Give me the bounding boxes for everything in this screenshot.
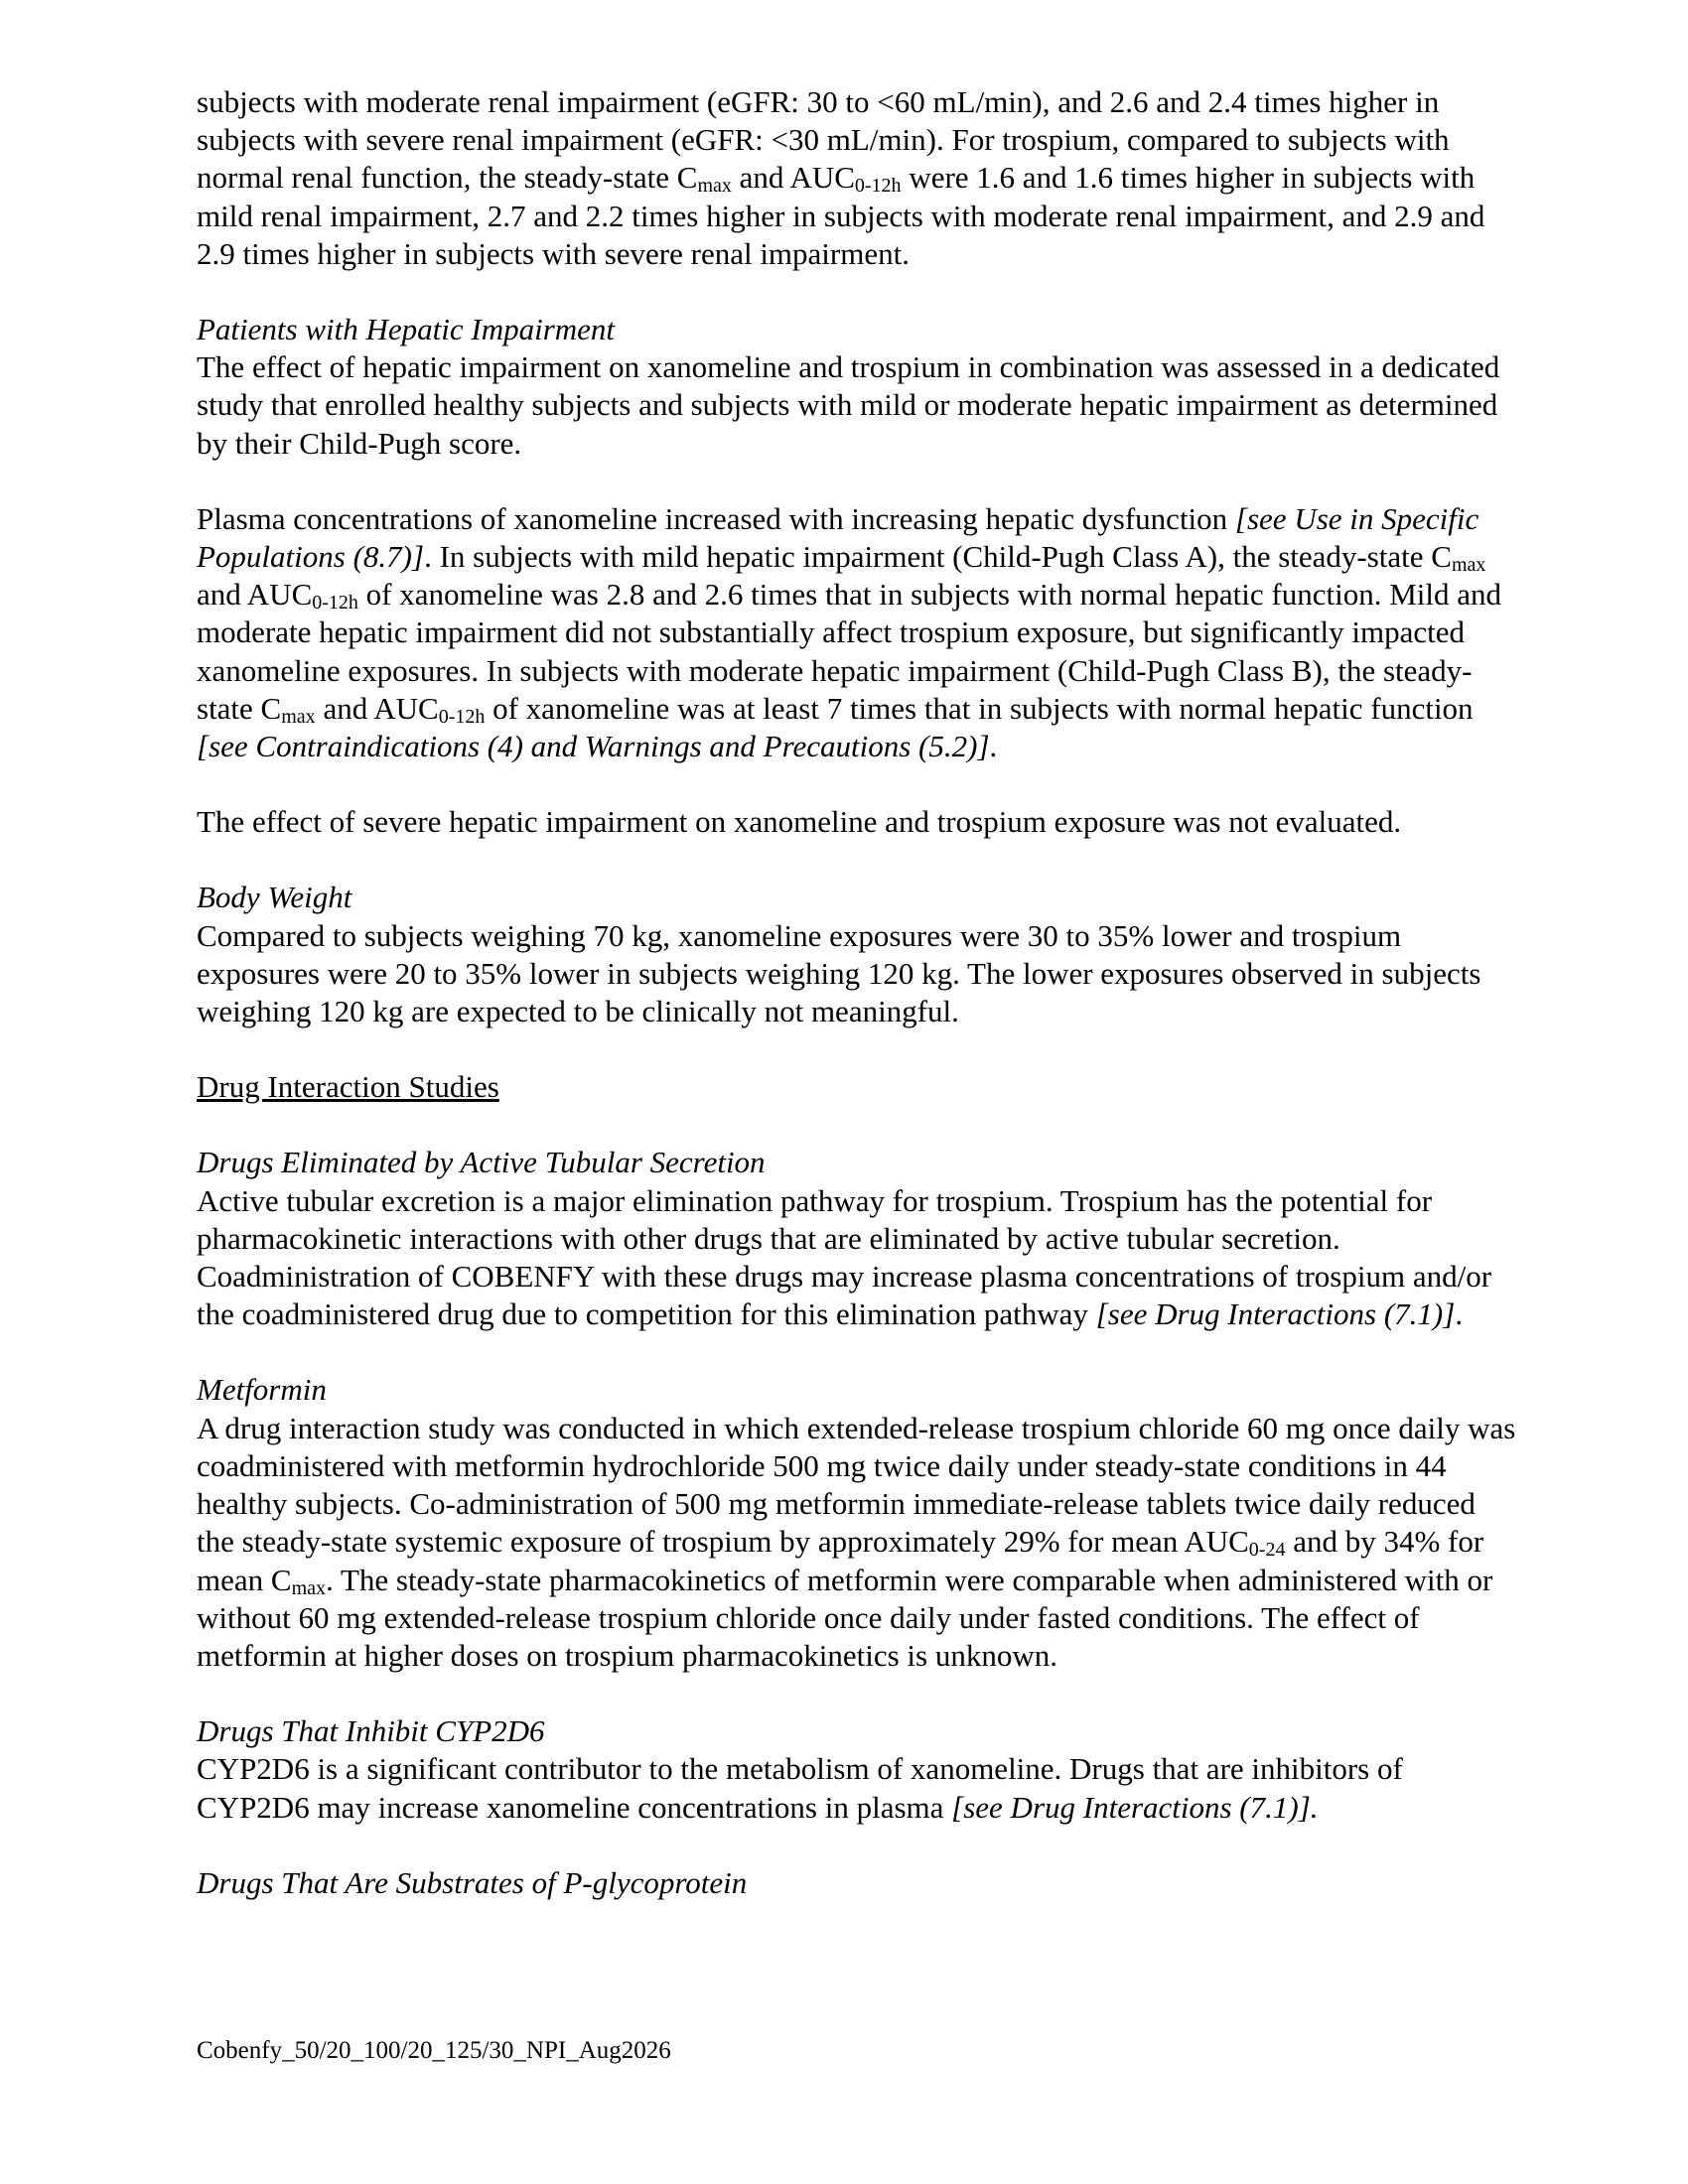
cyp2d6-heading: Drugs That Inhibit CYP2D6 xyxy=(197,1713,545,1749)
metformin-paragraph xyxy=(197,1410,1517,1675)
tubular-secretion-heading: Drugs Eliminated by Active Tubular Secretion xyxy=(197,1145,766,1180)
cross-reference: [see Drug Interactions (7.1)]. xyxy=(951,1789,1319,1825)
subscript: max xyxy=(281,705,316,728)
text-run: and AUC xyxy=(731,160,855,196)
tubular-secretion-paragraph xyxy=(197,1182,1517,1334)
cross-reference: [see Contraindications (4) and Warnings and Precautions (5.2)] xyxy=(197,729,990,764)
subscript: 0-24 xyxy=(1248,1539,1286,1562)
hepatic-paragraph-2 xyxy=(197,500,1517,765)
text-run: subjects with moderate renal impairment (eGFR: 30 to <60 mL/min), and 2.6 and 2.4 times higher in subjects with severe renal impairment (eGFR: <30 mL/min). For trospium, compared to subjects with normal renal function, the steady-state C xyxy=(197,84,1450,196)
drug-interaction-studies-heading: Drug Interaction Studies xyxy=(197,1069,499,1105)
subscript: 0-12h xyxy=(438,705,486,728)
hepatic-paragraph-3: The effect of severe hepatic impairment on xanomeline and trospium exposure was not evaluated. xyxy=(197,804,1402,840)
text-run: and AUC xyxy=(197,577,313,613)
pgp-substrates-heading: Drugs That Are Substrates of P-glycoprotein xyxy=(197,1864,748,1900)
body-weight-heading: Body Weight xyxy=(197,880,352,915)
subscript: max xyxy=(1451,554,1486,577)
text-run: were 1.6 and 1.6 times higher in subjects with mild renal impairment, 2.7 and 2.2 times higher in subjects with moderate renal impairment, and 2.9 and 2.9 times higher in subjects with severe renal impairment. xyxy=(197,160,1485,271)
subscript: max xyxy=(291,1576,326,1599)
text-run: . The steady-state pharmacokinetics of metformin were comparable when administered with or without 60 mg extended-release trospium chloride once daily under fasted conditions. The effect of metformin at higher doses on trospium pharmacokinetics is unknown. xyxy=(197,1562,1493,1673)
text-run: . xyxy=(989,729,998,764)
subscript: max xyxy=(697,175,732,198)
cross-reference: [see Use in Specific Populations (8.7)] xyxy=(197,500,1479,575)
text-run: A drug interaction study was conducted in which extended-release trospium chloride 60 mg once daily was coadministered with metformin hydrochloride 500 mg twice daily under steady-state conditions in 44 healthy subjects. Co-administration of 500 mg metformin immediate-release tablets twice daily reduced the steady-state systemic exposure of trospium by approximately 29% for mean AUC xyxy=(197,1410,1516,1560)
text-run: . In subjects with mild hepatic impairment (Child-Pugh Class A), the steady-state C xyxy=(424,539,1452,575)
text-run: CYP2D6 is a significant contributor to the metabolism of xanomeline. Drugs that are inhibitors of CYP2D6 may increase xanomeline concentrations in plasma xyxy=(197,1751,1403,1825)
document-body xyxy=(197,83,1517,1902)
text-run: Plasma concentrations of xanomeline increased with increasing hepatic dysfunction xyxy=(197,500,1235,536)
renal-impairment-paragraph xyxy=(197,83,1517,273)
cross-reference: [see Drug Interactions (7.1)] xyxy=(1095,1297,1456,1332)
page-footer: Cobenfy_50/20_100/20_125/30_NPI_Aug2026 xyxy=(197,2037,671,2064)
text-run: Active tubular excretion is a major elimination pathway for trospium. Trospium has the potential for pharmacokinetic interactions with other drugs that are eliminated by active tubular secretion. Coadministration of COBENFY with these drugs may increase plasma concentrations of trospium and/or the coadministered drug due to competition for this elimination pathway xyxy=(197,1182,1492,1332)
subscript: 0-12h xyxy=(854,175,902,198)
hepatic-impairment-heading: Patients with Hepatic Impairment xyxy=(197,312,616,347)
text-run: and by 34% for mean C xyxy=(197,1524,1484,1597)
metformin-heading: Metformin xyxy=(197,1372,327,1408)
text-run: of xanomeline was at least 7 times that in subjects with normal hepatic function xyxy=(485,690,1474,726)
cyp2d6-paragraph xyxy=(197,1750,1517,1826)
text-run: . xyxy=(1455,1297,1464,1332)
subscript: 0-12h xyxy=(312,592,358,614)
text-run: of xanomeline was 2.8 and 2.6 times that in subjects with normal hepatic function. Mild and moderate hepatic impairment did not substantially affect trospium exposure, but significantly impacted xanomeline exposures. In subjects with moderate hepatic impairment (Child-Pugh Class B), the steady-state C xyxy=(197,577,1501,726)
hepatic-paragraph-1: The effect of hepatic impairment on xanomeline and trospium in combination was assessed in a dedicated study that enrolled healthy subjects and subjects with mild or moderate hepatic impairment as determined by their Child-Pugh score. xyxy=(197,349,1500,461)
text-run: and AUC xyxy=(315,690,439,726)
body-weight-paragraph: Compared to subjects weighing 70 kg, xanomeline exposures were 30 to 35% lower and trospium exposures were 20 to 35% lower in subjects weighing 120 kg. The lower exposures observed in subjects weighing 120 kg are expected to be clinically not meaningful. xyxy=(197,917,1481,1029)
